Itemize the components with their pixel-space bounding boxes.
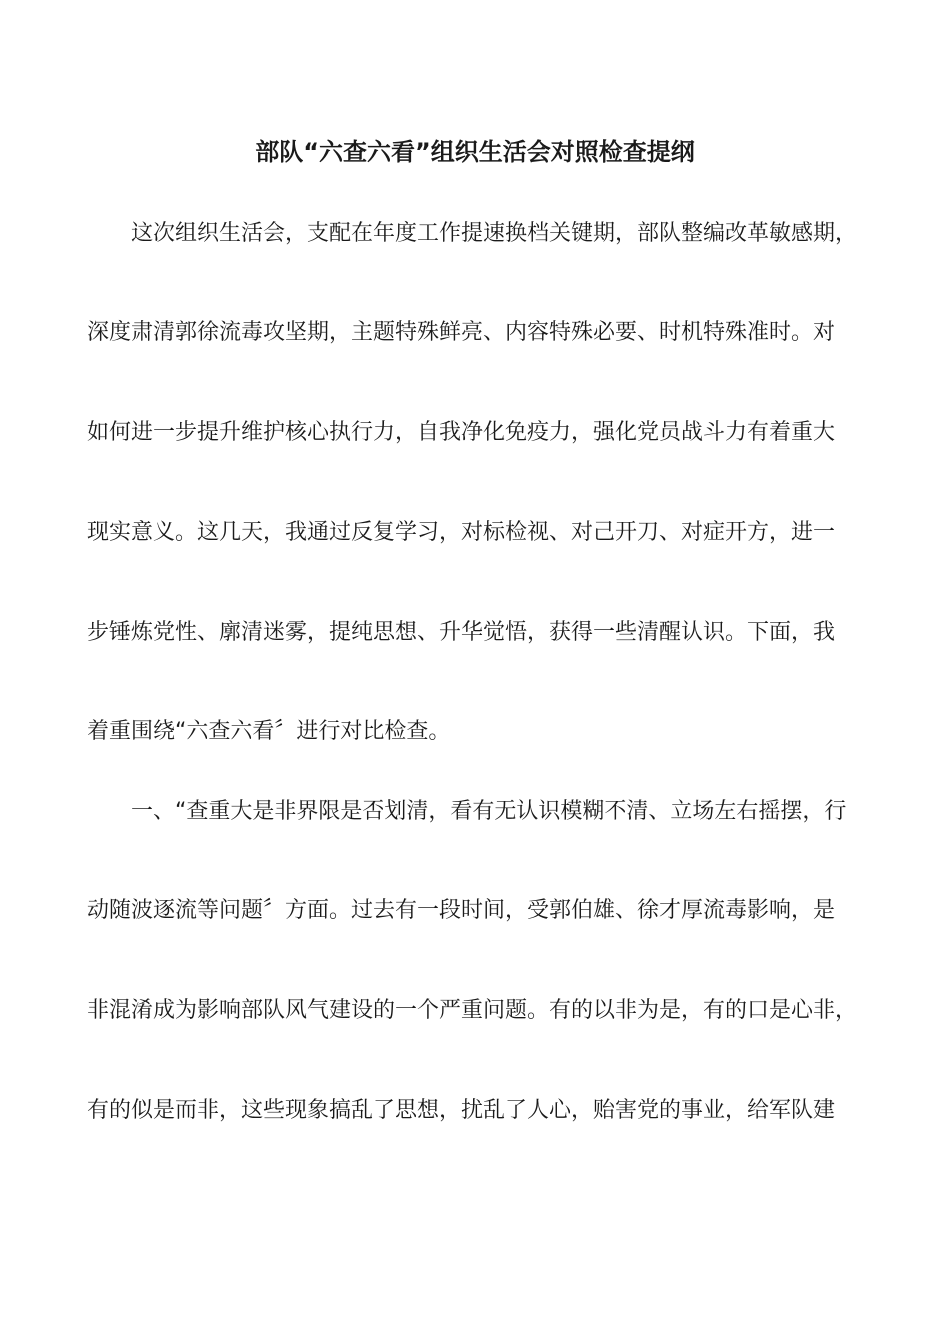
paragraph-line: 如何进一步提升维护核心执行力，自我净化免疫力，强化党员战斗力有着重大 xyxy=(87,420,836,445)
paragraph-line: 非混淆成为影响部队风气建设的一个严重问题。有的以非为是，有的口是心非， xyxy=(87,998,858,1023)
paragraph-line: 着重围绕“六查六看〞进行对比检查。 xyxy=(87,719,451,744)
paragraph-line: 动随波逐流等问题〞方面。过去有一段时间，受郭伯雄、徐才厚流毒影响，是 xyxy=(87,898,836,923)
paragraph-line: 步锤炼党性、廓清迷雾，提纯思想、升华觉悟，获得一些清醒认识。下面，我 xyxy=(87,620,836,645)
paragraph-line: 深度肃清郭徐流毒攻坚期，主题特殊鲜亮、内容特殊必要、时机特殊准时。对 xyxy=(87,320,836,345)
paragraph-line: 有的似是而非，这些现象搞乱了思想，扰乱了人心，贻害党的事业，给军队建 xyxy=(87,1098,836,1123)
document-title: 部队“六查六看”组织生活会对照检查提纲 xyxy=(255,138,695,166)
paragraph-line: 这次组织生活会，支配在年度工作提速换档关键期，部队整编改革敏感期， xyxy=(131,221,858,246)
paragraph-line: 现实意义。这几天，我通过反复学习，对标检视、对己开刀、对症开方，进一 xyxy=(87,520,836,545)
paragraph-line: 一、“查重大是非界限是否划清，看有无认识模糊不清、立场左右摇摆，行 xyxy=(131,799,847,824)
